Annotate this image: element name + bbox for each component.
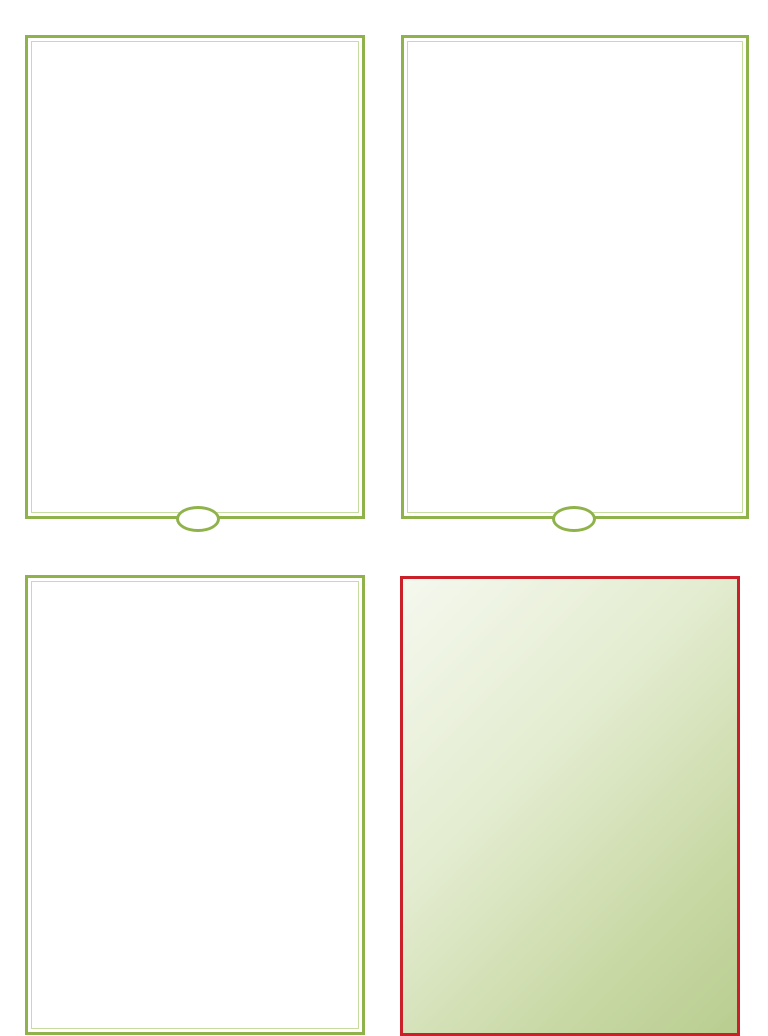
page-03-panel bbox=[401, 35, 749, 519]
page-02-panel bbox=[25, 35, 365, 519]
research-scheme-content bbox=[38, 586, 352, 1032]
page-03-content bbox=[414, 46, 736, 486]
page-02-content bbox=[38, 46, 352, 486]
institution-arc-logo bbox=[403, 579, 737, 779]
cover-panel bbox=[400, 576, 740, 1036]
page-number-badge bbox=[176, 506, 220, 532]
page-number-badge bbox=[552, 506, 596, 532]
research-scheme-panel bbox=[25, 575, 365, 1035]
